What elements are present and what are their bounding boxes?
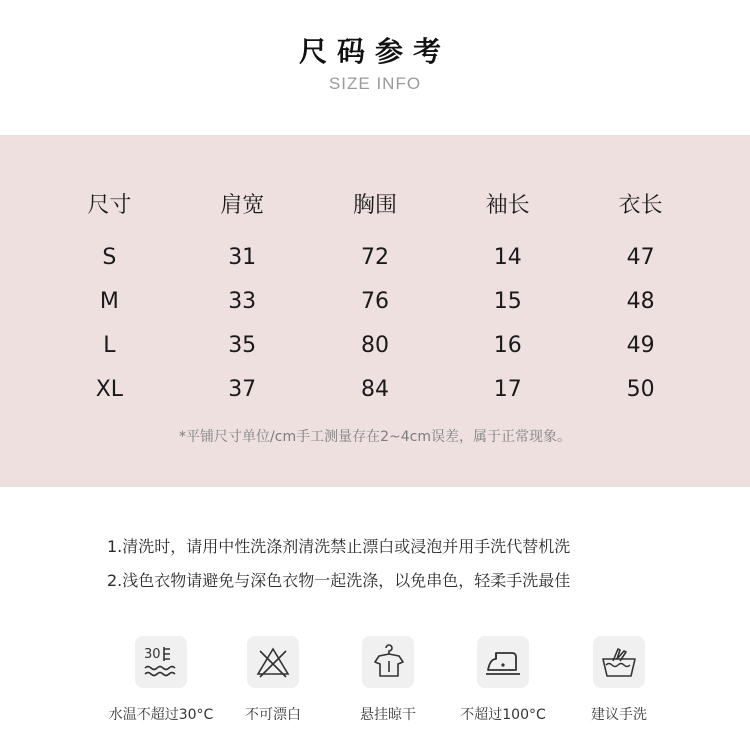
size-table-header xyxy=(43,183,707,223)
table-cell: 48 xyxy=(626,288,655,314)
care-label: 不可漂白 xyxy=(245,707,301,723)
table-cell: 17 xyxy=(493,376,522,402)
table-cell: 35 xyxy=(228,332,257,358)
hand-wash-icon xyxy=(593,636,645,688)
table-row xyxy=(43,279,707,323)
table-cell: XL xyxy=(95,376,124,402)
column-header-length: 衣长 xyxy=(618,192,663,218)
instruction-line: 2.浅色衣物请避免与深色衣物一起洗涤，以免串色，轻柔手洗最佳 xyxy=(107,571,571,590)
table-cell: 72 xyxy=(360,244,389,270)
table-cell: 47 xyxy=(626,244,655,270)
table-cell: 31 xyxy=(228,244,257,270)
care-icons xyxy=(0,636,750,746)
care-label: 悬挂晾干 xyxy=(360,707,416,723)
care-label: 不超过100°C xyxy=(460,707,546,723)
care-item-wash-30 xyxy=(96,636,226,724)
page-title: 尺码参考 xyxy=(298,35,451,68)
hang-dry-icon xyxy=(362,636,414,688)
table-cell: 50 xyxy=(626,376,655,402)
table-cell: 33 xyxy=(228,288,257,314)
table-cell: S xyxy=(102,244,117,270)
care-item-no-bleach xyxy=(208,636,338,724)
care-item-iron xyxy=(438,636,568,724)
table-cell: 49 xyxy=(626,332,655,358)
instruction-line: 1.清洗时，请用中性洗涤剂清洗禁止漂白或浸泡并用手洗代替机洗 xyxy=(107,537,571,556)
care-item-hang-dry xyxy=(323,636,453,724)
table-cell: M xyxy=(99,288,119,314)
table-cell: 37 xyxy=(228,376,257,402)
table-cell: 80 xyxy=(360,332,389,358)
wash-30-icon xyxy=(135,636,187,688)
table-row xyxy=(43,367,707,411)
table-cell: 84 xyxy=(360,376,389,402)
size-table xyxy=(43,183,707,411)
header xyxy=(0,0,750,135)
column-header-sleeve: 袖长 xyxy=(485,192,530,218)
care-label: 水温不超过30°C xyxy=(108,707,214,723)
size-panel xyxy=(0,135,750,487)
care-item-hand-wash xyxy=(554,636,684,724)
measurement-note: *平铺尺寸单位/cm手工测量存在2~4cm误差，属于正常现象。 xyxy=(179,429,571,445)
column-header-chest: 胸围 xyxy=(352,192,397,218)
svg-text:30: 30 xyxy=(144,647,161,662)
page-subtitle: SIZE INFO xyxy=(328,74,422,93)
iron-icon xyxy=(477,636,529,688)
table-cell: 14 xyxy=(493,244,522,270)
table-row xyxy=(43,323,707,367)
care-label: 建议手洗 xyxy=(591,707,647,723)
care-instructions xyxy=(107,530,727,598)
column-header-size: 尺寸 xyxy=(87,192,132,218)
table-cell: 15 xyxy=(493,288,522,314)
table-cell: 76 xyxy=(360,288,389,314)
table-cell: L xyxy=(103,332,116,358)
table-cell: 16 xyxy=(493,332,522,358)
column-header-shoulder: 肩宽 xyxy=(220,192,265,218)
table-row xyxy=(43,235,707,279)
no-bleach-icon xyxy=(247,636,299,688)
